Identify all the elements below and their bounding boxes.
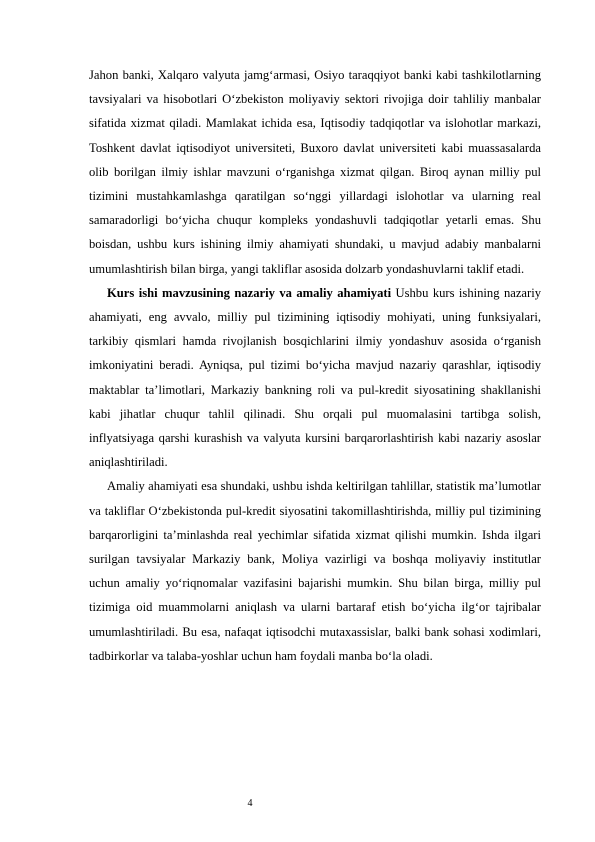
page-number: 4 bbox=[247, 798, 253, 809]
paragraph-significance bbox=[89, 281, 541, 475]
paragraph-literature-review bbox=[89, 63, 541, 281]
paragraph-text: Jahon banki, Xalqaro valyuta jamg‘armasi, Osiyo taraqqiyot banki kabi tashkilotlarning tavsiyalari va hisobotlari O‘zbekiston moliyaviy sektori rivojiga doir tahliliy manbalar sifatida xizmat qiladi. Mamlakat ichida esa, Iqtisodiy tadqiqotlar va islohotlar markazi, Toshkent davlat iqtisodiyot universiteti, Buxoro davlat universiteti kabi muassasalarda olib borilgan ilmiy ishlar mavzuni o‘rganishga xizmat qilgan. Biroq aynan milliy pul tizimini mustahkamlashga qaratilgan so‘nggi yillardagi islohotlar va ularning real samaradorligi bo‘yicha chuqur kompleks yondashuvli tadqiqotlar yetarli emas. Shu boisdan, ushbu kurs ishining ilmiy ahamiyati shundaki, u mavjud adabiy manbalarni umumlashtirish bilan birga, yangi takliflar asosida dolzarb yondashuvlarni taklif etadi. bbox=[89, 68, 541, 276]
section-heading-significance: Kurs ishi mavzusining nazariy va amaliy ahamiyati bbox=[107, 285, 392, 300]
paragraph-text: Ushbu kurs ishining nazariy ahamiyati, eng avvalo, milliy pul tizimining iqtisodiy mohiyati, uning funksiyalari, tarkibiy qismlari hamda rivojlanish bosqichlarini ilmiy yondashuv asosida o‘rganish imkoniyatini beradi. Ayniqsa, pul tizimi bo‘yicha mavjud nazariy qarashlar, iqtisodiy maktablar ta’limotlari, Markaziy bankning roli va pul-kredit siyosatining shakllanishi kabi jihatlar chuqur tahlil qilinadi. Shu orqali pul muomalasini tartibga solish, inflyatsiyaga qarshi kurashish va valyuta kursini barqarorlashtirish kabi nazariy asoslar aniqlashtiriladi. bbox=[89, 285, 542, 470]
paragraph-text: Amaliy ahamiyati esa shundaki, ushbu ishda keltirilgan tahlillar, statistik ma’lumotlar va takliflar O‘zbekistonda pul-kredit siyosatini takomillashtirishda, milliy pul tizimining barqarorligini ta’minlashda real yechimlar sifatida xizmat qilishi mumkin. Ishda ilgari surilgan tavsiyalar Markaziy bank, Moliya vazirligi va boshqa moliyaviy institutlar uchun amaliy yo‘riqnomalar vazifasini bajarishi mumkin. Shu bilan birga, milliy pul tizimiga oid muammolarni aniqlash va ularni bartaraf etish bo‘yicha ilg‘or tajribalar umumlashtiriladi. Bu esa, nafaqat iqtisodchi mutaxassislar, balki bank sohasi xodimlari, tadbirkorlar va talaba-yoshlar uchun ham foydali manba bo‘la oladi. bbox=[89, 479, 541, 663]
document-body bbox=[89, 63, 541, 668]
paragraph-practical-significance bbox=[89, 474, 541, 668]
